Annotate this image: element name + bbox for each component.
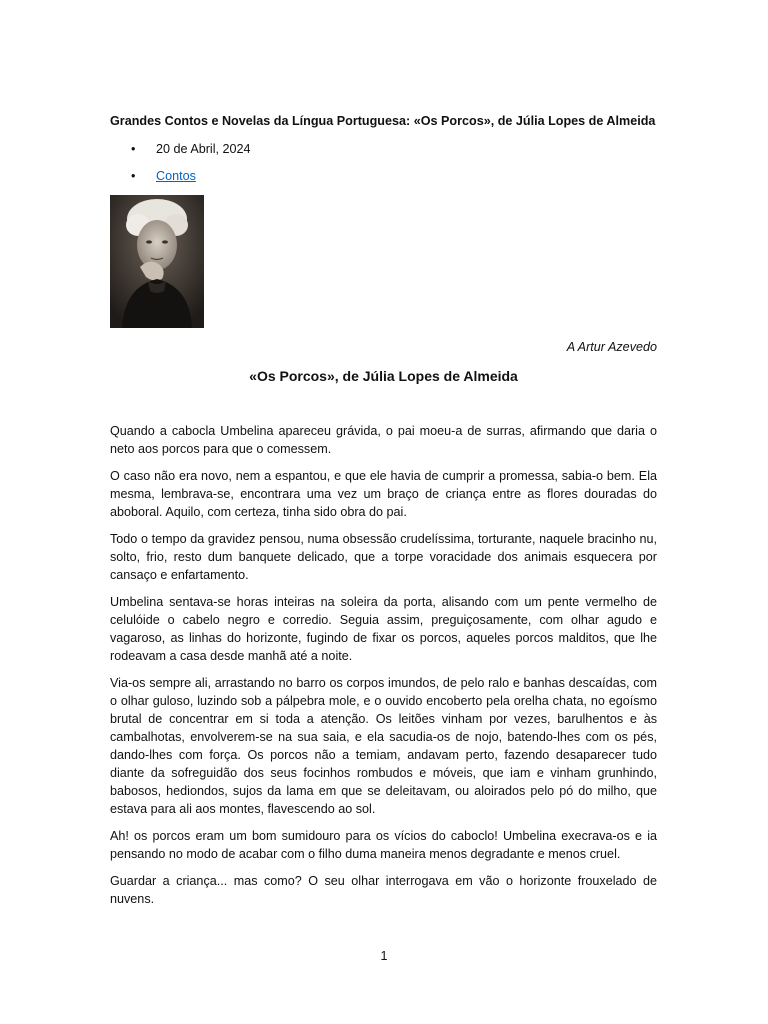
paragraph: Ah! os porcos eram um bom sumidouro para os vícios do caboclo! Umbelina execrava-os e ia pensando no modo de acabar com o filho duma maneira menos degradante e menos cruel.: [110, 829, 657, 861]
paragraph: Via-os sempre ali, arrastando no barro os corpos imundos, de pelo ralo e banhas descaídas, com o olhar guloso, luzindo sob a pálpebra mole, e o ouvido encoberto pela orelha chata, no egoísmo brutal de concentrar em si toda a atenção. Os leitões vinham por vezes, barulhentos e às cambalhotas, envolverem-se na sua saia, e ela sacudia-os de nojo, batendo-lhes com os pés, dando-lhes com força. Os porcos não a temiam, andavam perto, fazendo desaparecer tudo diante da sofreguidão dos seus focinhos rombudos e móveis, que iam e vinham grunhindo, babosos, hediondos, sujos da lama em que se deleitavam, ou aloirados pelo pó do milho, que estava para ali aos montes, flavescendo ao sol.: [110, 676, 657, 816]
author-portrait: [110, 195, 204, 328]
portrait-image: [110, 195, 204, 328]
dedication: A Artur Azevedo: [566, 340, 657, 354]
paragraph: Todo o tempo da gravidez pensou, numa obsessão crudelíssima, torturante, naquele bracinho nu, solto, frio, resto dum banquete delicado, que a torpe voracidade dos animais esquecera por cansaço e enfartamento.: [110, 532, 657, 582]
paragraph: Umbelina sentava-se horas inteiras na soleira da porta, alisando com um pente vermelho de celulóide o cabelo negro e corredio. Seguia assim, preguiçosamente, com olhar agudo e vagaroso, as linhas do horizonte, fugindo de fixar os porcos, aqueles porcos malditos, que lhe rodeavam a casa desde manhã até a noite.: [110, 595, 657, 663]
post-meta-list: [110, 140, 670, 194]
paragraph: Quando a cabocla Umbelina apareceu grávida, o pai moeu-a de surras, afirmando que daria o neto aos porcos para que o comessem.: [110, 424, 657, 456]
list-item-category: [110, 167, 670, 185]
category-link[interactable]: Contos: [156, 169, 196, 183]
page-number: 1: [380, 949, 388, 963]
list-item-date: [110, 140, 670, 158]
bullet-icon: •: [131, 169, 136, 183]
story-title: «Os Porcos», de Júlia Lopes de Almeida: [249, 368, 518, 384]
page-title: Grandes Contos e Novelas da Língua Portuguesa: «Os Porcos», de Júlia Lopes de Almeida: [110, 114, 656, 128]
post-date: 20 de Abril, 2024: [156, 142, 251, 156]
paragraph: Guardar a criança... mas como? O seu olhar interrogava em vão o horizonte frouxelado de nuvens.: [110, 874, 657, 906]
paragraph: O caso não era novo, nem a espantou, e que ele havia de cumprir a promessa, sabia-o bem. Ela mesma, lembrava-se, encontrara uma vez um braço de criança entre as flores douradas do aboboral. Aquilo, com certeza, tinha sido obra do pai.: [110, 469, 657, 519]
story-body: [110, 422, 657, 917]
bullet-icon: •: [131, 142, 136, 156]
